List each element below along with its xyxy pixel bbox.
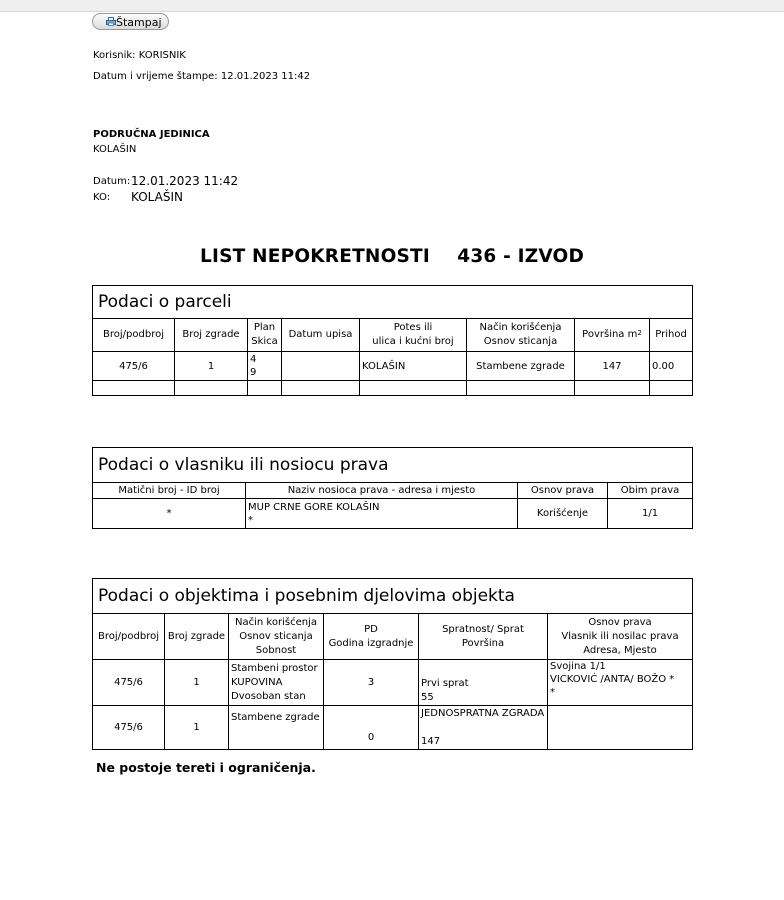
objects-cell-sprat: Prvi sprat 55 — [419, 660, 548, 706]
parcel-header-broj: Broj/podbroj — [93, 319, 175, 352]
owner-table — [92, 447, 693, 529]
objects-cell-zgrade: 1 — [165, 706, 229, 750]
objects-cell-nacin: Stambene zgrade — [229, 706, 324, 750]
document-title — [0, 246, 784, 267]
objects-header-zgrade: Broj zgrade — [165, 614, 229, 660]
print-time-label: Datum i vrijeme štampe: — [93, 71, 218, 82]
ko-value: KOLAŠIN — [131, 190, 183, 204]
objects-header-sprat: Spratnost/ Sprat Površina — [419, 614, 548, 660]
parcel-header-zgrade: Broj zgrade — [175, 319, 248, 352]
table-row — [93, 352, 693, 381]
parcel-header-nacin: Način korišćenja Osnov sticanja — [467, 319, 575, 352]
objects-cell-pd: 0 — [324, 706, 419, 750]
owner-cell-obim: 1/1 — [608, 499, 693, 529]
owner-cell-naziv: MUP CRNE GORE KOLAŠIN * — [246, 499, 518, 529]
parcel-cell-povrsina: 147 — [575, 352, 650, 381]
parcel-cell-datum — [282, 352, 360, 381]
objects-header-pd: PD Godina izgradnje — [324, 614, 419, 660]
table-row-empty — [93, 381, 693, 396]
owner-section-title: Podaci o vlasniku ili nosiocu prava — [93, 448, 693, 483]
user-label: Korisnik: — [93, 50, 136, 61]
objects-table — [92, 578, 693, 750]
parcel-cell-prihod: 0.00 — [650, 352, 693, 381]
owner-header-osnov: Osnov prava — [518, 483, 608, 499]
objects-cell-pd: 3 — [324, 660, 419, 706]
ko-label: KO: — [93, 192, 111, 203]
objects-cell-nacin: Stambeni prostor KUPOVINA Dvosoban stan — [229, 660, 324, 706]
parcel-section-title: Podaci o parceli — [93, 286, 693, 319]
printer-icon — [106, 17, 116, 26]
unit-value: KOLAŠIN — [93, 144, 137, 155]
parcel-header-plan: Plan Skica — [248, 319, 282, 352]
document-title-number: 436 - IZVOD — [457, 246, 584, 267]
owner-cell-osnov: Korišćenje — [518, 499, 608, 529]
objects-header-nacin: Način korišćenja Osnov sticanja Sobnost — [229, 614, 324, 660]
owner-header-obim: Obim prava — [608, 483, 693, 499]
print-button[interactable] — [92, 13, 169, 30]
unit-title: PODRUČNA JEDINICA — [93, 129, 210, 140]
parcel-cell-potes: KOLAŠIN — [360, 352, 467, 381]
browser-top-bar — [0, 0, 784, 12]
objects-cell-osnov: Svojina 1/1 VICKOVIĆ /ANTA/ BOŽO * * — [548, 660, 693, 706]
print-time-line — [93, 71, 310, 82]
table-row — [93, 706, 693, 750]
owner-header-naziv: Naziv nosioca prava - adresa i mjesto — [246, 483, 518, 499]
parcel-cell-zgrade: 1 — [175, 352, 248, 381]
parcel-cell-nacin: Stambene zgrade — [467, 352, 575, 381]
objects-section-title: Podaci o objektima i posebnim djelovima objekta — [93, 579, 693, 614]
parcel-cell-plan: 4 9 — [248, 352, 282, 381]
encumbrance-note: Ne postoje tereti i ograničenja. — [96, 760, 316, 775]
parcel-cell-broj: 475/6 — [93, 352, 175, 381]
table-row — [93, 499, 693, 529]
user-line — [93, 50, 186, 61]
owner-cell-maticni: * — [93, 499, 246, 529]
document-title-main: LIST NEPOKRETNOSTI — [200, 246, 430, 267]
date-value: 12.01.2023 11:42 — [131, 174, 239, 188]
parcel-header-prihod: Prihod — [650, 319, 693, 352]
parcel-header-potes: Potes ili ulica i kućni broj — [360, 319, 467, 352]
print-button-label: Štampaj — [116, 16, 162, 29]
objects-cell-sprat: JEDNOSPRATNA ZGRADA 147 — [419, 706, 548, 750]
objects-cell-broj: 475/6 — [93, 706, 165, 750]
objects-cell-osnov — [548, 706, 693, 750]
parcel-table — [92, 285, 693, 396]
owner-header-maticni: Matični broj - ID broj — [93, 483, 246, 499]
objects-header-osnov: Osnov prava Vlasnik ili nosilac prava Adresa, Mjesto — [548, 614, 693, 660]
objects-header-broj: Broj/podbroj — [93, 614, 165, 660]
objects-cell-broj: 475/6 — [93, 660, 165, 706]
print-time-value: 12.01.2023 11:42 — [220, 71, 311, 82]
user-value: KORISNIK — [138, 50, 186, 61]
parcel-header-povrsina: Površina $m^2$ — [575, 319, 650, 352]
objects-cell-zgrade: 1 — [165, 660, 229, 706]
date-label: Datum: — [93, 176, 131, 187]
table-row — [93, 660, 693, 706]
parcel-header-datum: Datum upisa — [282, 319, 360, 352]
